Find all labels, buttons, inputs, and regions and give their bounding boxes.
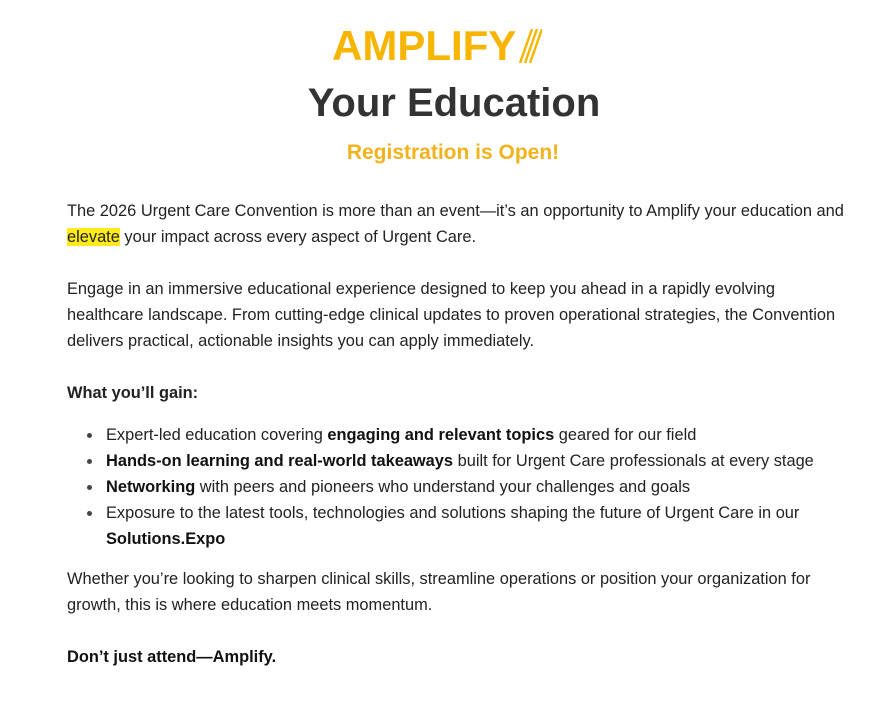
closing-line: Don’t just attend—Amplify. (67, 648, 277, 666)
outro-paragraph: Whether you’re looking to sharpen clinical skills, streamline operations or position your organization for growth, this is where education meets momentum. (67, 570, 811, 614)
amplify-logo (332, 24, 542, 68)
list-item (106, 500, 847, 552)
list-item-bold: Networking (106, 478, 196, 496)
highlighted-word: elevate (67, 228, 120, 246)
gain-list (67, 422, 847, 552)
intro-text-start: The 2026 Urgent Care Convention is more than an event—it’s an opportunity to Amplify your education and (67, 202, 844, 220)
registration-subhead: Registration is Open! (346, 141, 560, 164)
intro-paragraph-2: Engage in an immersive educational experience designed to keep you ahead in a rapidly evolving healthcare landscape. From cutting-edge clinical updates to proven operational strategies, the Convention delivers practical, actionable insights you can apply immediately. (67, 280, 836, 350)
list-item-bold: Solutions.Expo (106, 530, 226, 548)
list-item-bold: engaging and relevant topics (327, 426, 555, 444)
intro-text-end: your impact across every aspect of Urgent Care. (119, 228, 477, 246)
list-item-text: Expert-led education covering (106, 426, 328, 444)
list-item-text: geared for our field (554, 426, 697, 444)
page-title: Your Education (307, 81, 601, 125)
list-item (106, 422, 847, 448)
gain-heading: What you’ll gain: (67, 384, 199, 402)
email-body (67, 198, 847, 670)
list-item (106, 448, 847, 474)
list-item (106, 474, 847, 500)
intro-paragraph-1 (67, 198, 847, 250)
logo-wordmark: AMPLIFY (332, 22, 517, 69)
list-item-text: Exposure to the latest tools, technologies and solutions shaping the future of Urgent Care in our (106, 504, 800, 522)
list-item-text: built for Urgent Care professionals at every stage (453, 452, 814, 470)
speed-lines-icon (518, 29, 542, 63)
list-item-text: with peers and pioneers who understand your challenges and goals (195, 478, 691, 496)
list-item-bold: Hands-on learning and real-world takeaways (106, 452, 454, 470)
